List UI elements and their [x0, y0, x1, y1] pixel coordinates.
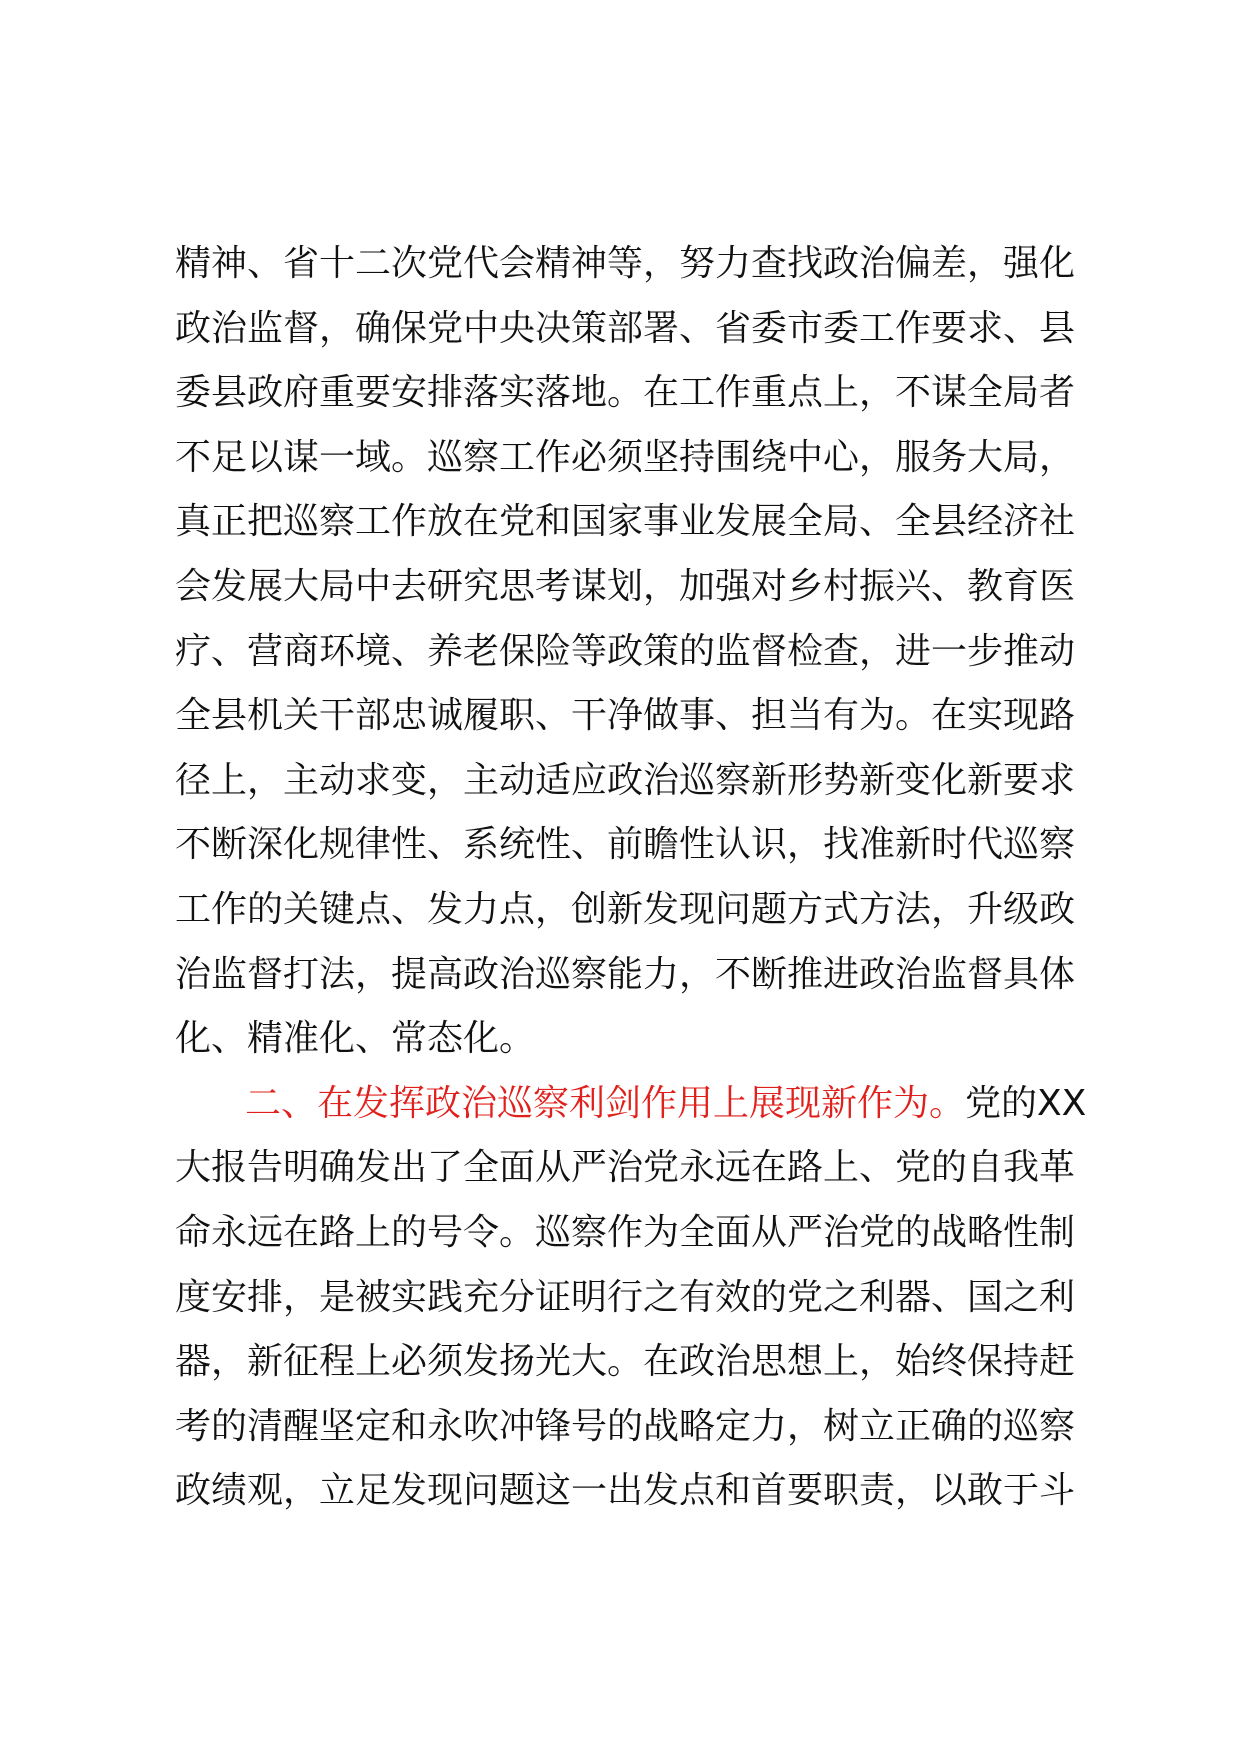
- paragraph-1-line: 径上，主动求变，主动适应政治巡察新形势新变化新要求: [175, 759, 1076, 801]
- paragraph-1-line: 全县机关干部忠诚履职、干净做事、担当有为。在实现路: [175, 695, 1076, 737]
- paragraph-2-line: 器，新征程上必须发扬光大。在政治思想上，始终保持赶: [175, 1341, 1076, 1383]
- section-2-heading: 二、在发挥政治巡察利剑作用上展现新作为。: [245, 1082, 966, 1124]
- paragraph-2-line: 度安排，是被实践充分证明行之有效的党之利器、国之利: [175, 1276, 1076, 1318]
- paragraph-1-line: 不断深化规律性、系统性、前瞻性认识，找准新时代巡察: [175, 824, 1076, 866]
- paragraph-1-line: 不足以谋一域。巡察工作必须坚持围绕中心，服务大局，: [175, 436, 1076, 478]
- paragraph-2-line: 考的清醒坚定和永吹冲锋号的战略定力，树立正确的巡察: [175, 1405, 1076, 1447]
- section-2-first-line-tail: 党的XX: [965, 1082, 1087, 1124]
- paragraph-1-line: 工作的关键点、发力点，创新发现问题方式方法，升级政: [175, 888, 1076, 930]
- paragraph-1-line: 精神、省十二次党代会精神等，努力查找政治偏差，强化: [175, 243, 1076, 284]
- paragraph-2-line: 命永远在路上的号令。巡察作为全面从严治党的战略性制: [175, 1211, 1076, 1253]
- section-2-first-line: [175, 1072, 1087, 1137]
- paragraph-2-line: 政绩观，立足发现问题这一出发点和首要职责，以敢于斗: [175, 1470, 1076, 1512]
- paragraph-1-line-last: 化、精准化、常态化。: [175, 1018, 536, 1060]
- paragraph-1-line: 委县政府重要安排落实落地。在工作重点上，不谋全局者: [175, 372, 1076, 414]
- paragraph-1-line: 真正把巡察工作放在党和国家事业发展全局、全县经济社: [175, 501, 1076, 543]
- paragraph-1-line: 治监督打法，提高政治巡察能力，不断推进政治监督具体: [175, 953, 1076, 995]
- document-body: [175, 232, 1087, 1524]
- paragraph-2-line: 大报告明确发出了全面从严治党永远在路上、党的自我革: [175, 1147, 1076, 1189]
- paragraph-1-line: 疗、营商环境、养老保险等政策的监督检查，进一步推动: [175, 630, 1076, 672]
- paragraph-1-line: 政治监督，确保党中央决策部署、省委市委工作要求、县: [175, 307, 1076, 349]
- paragraph-1-line: 会发展大局中去研究思考谋划，加强对乡村振兴、教育医: [175, 565, 1076, 607]
